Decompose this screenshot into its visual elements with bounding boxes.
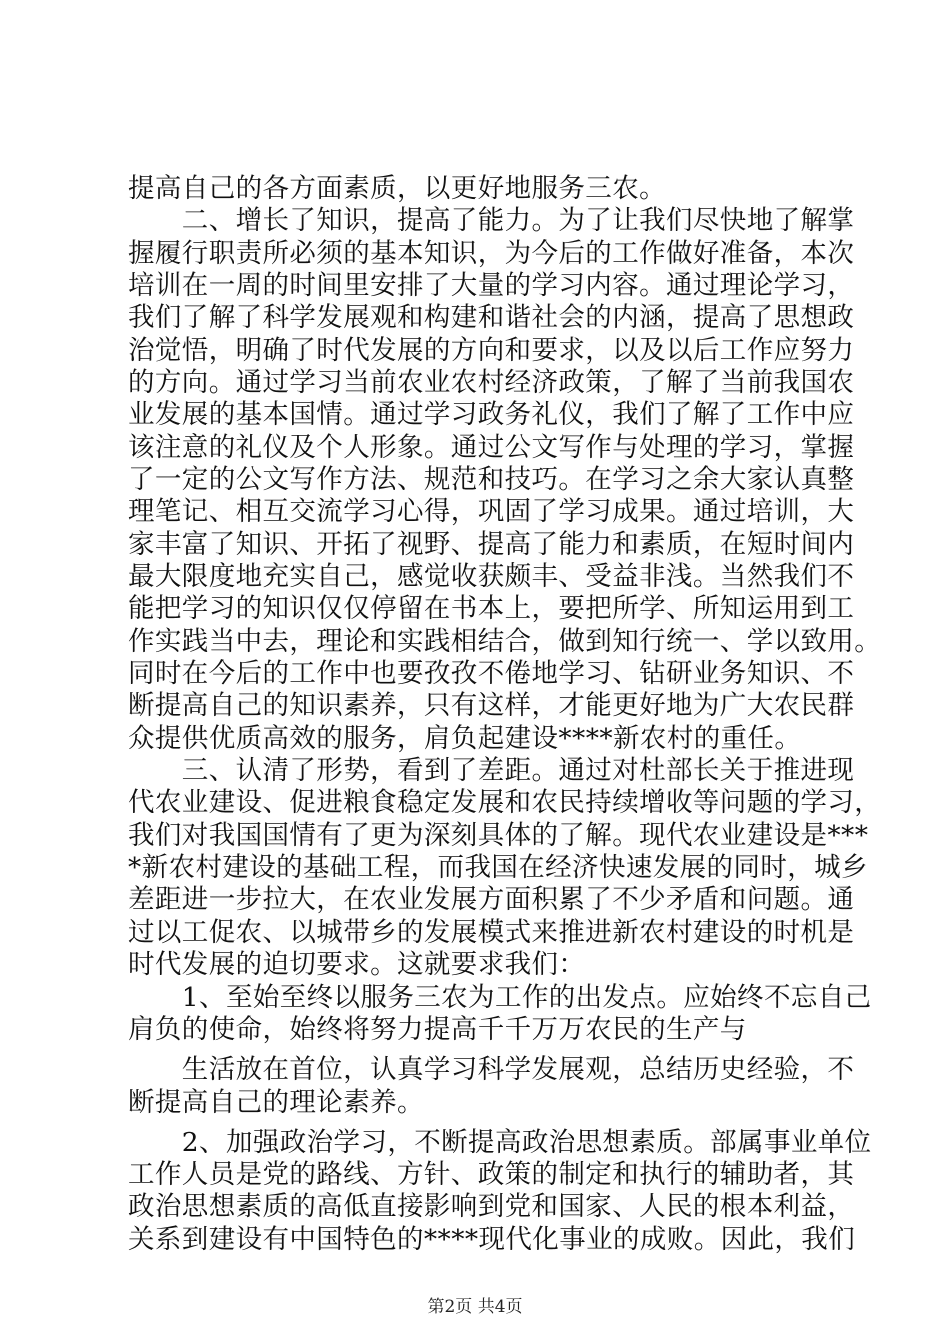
body-line: 时代发展的迫切要求。这就要求我们： xyxy=(128,949,586,980)
body-line: 我们对我国国情有了更为深刻具体的了解。现代农业建设是*** xyxy=(128,820,869,851)
body-line: *新农村建设的基础工程，而我国在经济快速发展的同时，城乡 xyxy=(128,852,868,883)
page-number-footer: 第2页 共4页 xyxy=(427,1297,523,1317)
body-line: 的方向。通过学习当前农业农村经济政策，了解了当前我国农 xyxy=(128,367,855,398)
body-line: 能把学习的知识仅仅停留在书本上，要把所学、所知运用到工 xyxy=(128,593,855,624)
body-line: 我们了解了科学发展观和构建和谐社会的内涵，提高了思想政 xyxy=(128,302,855,333)
body-line: 同时在今后的工作中也要孜孜不倦地学习、钻研业务知识、不 xyxy=(128,658,855,689)
body-line: 肩负的使命，始终将努力提高千千万万农民的生产与 xyxy=(128,1014,747,1045)
body-line: 业发展的基本国情。通过学习政务礼仪，我们了解了工作中应 xyxy=(128,399,855,430)
body-line: 代农业建设、促进粮食稳定发展和农民持续增收等问题的学习， xyxy=(128,787,882,818)
body-line: 1、至始至终以服务三农为工作的出发点。应始终不忘自己 xyxy=(128,982,872,1013)
body-line: 差距进一步拉大，在农业发展方面积累了不少矛盾和问题。通 xyxy=(128,884,855,915)
body-line: 了一定的公文写作方法、规范和技巧。在学习之余大家认真整 xyxy=(128,464,855,495)
body-line: 过以工促农、以城带乡的发展模式来推进新农村建设的时机是 xyxy=(128,917,855,948)
body-line: 该注意的礼仪及个人形象。通过公文写作与处理的学习，掌握 xyxy=(128,432,855,463)
body-line: 断提高自己的知识素养，只有这样，才能更好地为广大农民群 xyxy=(128,690,855,721)
body-line: 众提供优质高效的服务，肩负起建设****新农村的重任。 xyxy=(128,723,802,754)
body-line: 培训在一周的时间里安排了大量的学习内容。通过理论学习， xyxy=(128,270,855,301)
body-line: 家丰富了知识、开拓了视野、提高了能力和素质，在短时间内 xyxy=(128,529,855,560)
body-line: 作实践当中去，理论和实践相结合，做到知行统一、学以致用。 xyxy=(128,626,882,657)
body-line: 二、增长了知识，提高了能力。为了让我们尽快地了解掌 xyxy=(128,205,855,236)
body-line: 政治思想素质的高低直接影响到党和国家、人民的根本利益， xyxy=(128,1191,855,1222)
body-line: 工作人员是党的路线、方针、政策的制定和执行的辅助者，其 xyxy=(128,1159,855,1190)
body-line: 提高自己的各方面素质，以更好地服务三农。 xyxy=(128,173,666,204)
body-line: 最大限度地充实自己，感觉收获颇丰、受益非浅。当然我们不 xyxy=(128,561,855,592)
body-line: 三、认清了形势，看到了差距。通过对杜部长关于推进现 xyxy=(128,755,855,786)
body-line: 断提高自己的理论素养。 xyxy=(128,1087,424,1118)
body-line: 生活放在首位，认真学习科学发展观，总结历史经验，不 xyxy=(128,1054,855,1085)
body-line: 关系到建设有中国特色的****现代化事业的成败。因此，我们 xyxy=(128,1224,856,1255)
body-line: 握履行职责所必须的基本知识，为今后的工作做好准备，本次 xyxy=(128,238,855,269)
body-line: 2、加强政治学习，不断提高政治思想素质。部属事业单位 xyxy=(128,1127,872,1158)
body-line: 理笔记、相互交流学习心得，巩固了学习成果。通过培训，大 xyxy=(128,496,855,527)
body-line: 治觉悟，明确了时代发展的方向和要求，以及以后工作应努力 xyxy=(128,335,855,366)
